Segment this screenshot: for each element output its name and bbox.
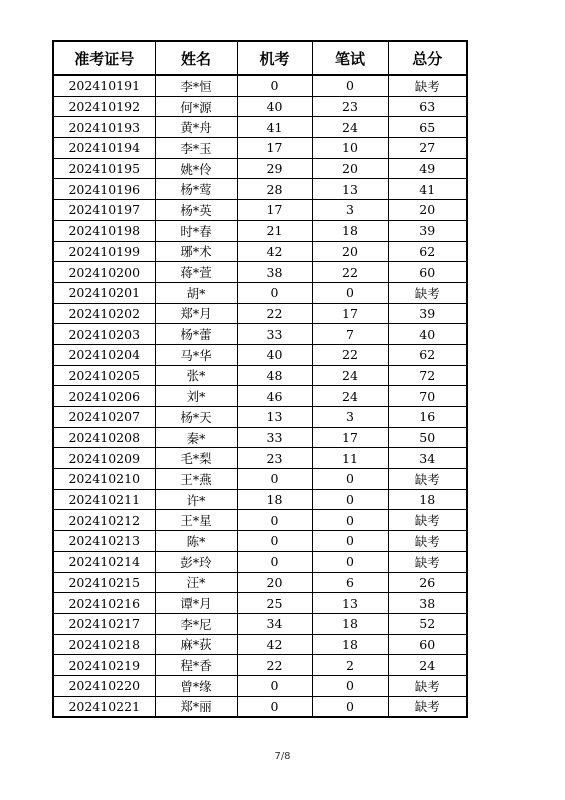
table-row (53, 448, 467, 469)
name-cell: 琊*术 (155, 241, 237, 262)
table-row (53, 241, 467, 262)
exam-id-cell: 202410218 (53, 634, 155, 655)
total-score-cell: 16 (388, 407, 467, 428)
computer-score-cell: 25 (237, 593, 312, 614)
total-score-cell: 缺考 (388, 531, 467, 552)
total-score-cell: 缺考 (388, 510, 467, 531)
total-score-cell: 50 (388, 427, 467, 448)
total-score-cell: 20 (388, 200, 467, 221)
written-score-cell: 0 (312, 696, 388, 717)
exam-id-cell: 202410219 (53, 655, 155, 676)
table-row (53, 344, 467, 365)
table-row (53, 593, 467, 614)
table-row (53, 407, 467, 428)
exam-id-cell: 202410199 (53, 241, 155, 262)
computer-score-cell: 0 (237, 510, 312, 531)
exam-id-cell: 202410205 (53, 365, 155, 386)
exam-id-cell: 202410191 (53, 75, 155, 96)
written-score-cell: 17 (312, 303, 388, 324)
name-cell: 蒋*萱 (155, 262, 237, 283)
name-cell: 毛*梨 (155, 448, 237, 469)
exam-id-cell: 202410201 (53, 282, 155, 303)
table-row (53, 200, 467, 221)
computer-score-cell: 22 (237, 655, 312, 676)
total-score-cell: 缺考 (388, 675, 467, 696)
exam-id-cell: 202410197 (53, 200, 155, 221)
written-score-cell: 3 (312, 200, 388, 221)
exam-id-cell: 202410221 (53, 696, 155, 717)
header-row (53, 41, 467, 75)
computer-score-cell: 33 (237, 324, 312, 345)
total-score-cell: 62 (388, 241, 467, 262)
written-score-cell: 0 (312, 675, 388, 696)
exam-id-cell: 202410216 (53, 593, 155, 614)
table-row (53, 613, 467, 634)
written-score-cell: 10 (312, 138, 388, 159)
written-score-cell: 24 (312, 117, 388, 138)
written-score-cell: 22 (312, 262, 388, 283)
written-score-cell: 24 (312, 386, 388, 407)
computer-score-cell: 0 (237, 531, 312, 552)
exam-id-cell: 202410194 (53, 138, 155, 159)
table-row (53, 262, 467, 283)
computer-score-cell: 0 (237, 551, 312, 572)
table-row (53, 427, 467, 448)
table-row (53, 303, 467, 324)
total-score-cell: 缺考 (388, 282, 467, 303)
name-cell: 程*香 (155, 655, 237, 676)
table-row (53, 675, 467, 696)
total-score-cell: 41 (388, 179, 467, 200)
computer-score-cell: 42 (237, 241, 312, 262)
computer-score-cell: 29 (237, 158, 312, 179)
written-score-cell: 0 (312, 282, 388, 303)
written-score-cell: 0 (312, 469, 388, 490)
name-cell: 姚*伶 (155, 158, 237, 179)
score-table (52, 40, 468, 718)
name-cell: 许* (155, 489, 237, 510)
name-cell: 杨*蕾 (155, 324, 237, 345)
name-cell: 谭*月 (155, 593, 237, 614)
computer-score-cell: 23 (237, 448, 312, 469)
name-cell: 郑*丽 (155, 696, 237, 717)
name-cell: 杨*莺 (155, 179, 237, 200)
page-number: 7/8 (274, 751, 291, 762)
total-score-cell: 24 (388, 655, 467, 676)
total-score-cell: 34 (388, 448, 467, 469)
computer-score-cell: 22 (237, 303, 312, 324)
total-score-cell: 27 (388, 138, 467, 159)
written-score-cell: 18 (312, 634, 388, 655)
total-score-cell: 38 (388, 593, 467, 614)
name-cell: 曾*缘 (155, 675, 237, 696)
written-score-cell: 23 (312, 96, 388, 117)
computer-score-cell: 0 (237, 696, 312, 717)
name-cell: 胡* (155, 282, 237, 303)
total-score-cell: 60 (388, 634, 467, 655)
total-score-cell: 26 (388, 572, 467, 593)
written-score-cell: 18 (312, 613, 388, 634)
written-score-cell: 11 (312, 448, 388, 469)
table-row (53, 696, 467, 717)
total-score-cell: 60 (388, 262, 467, 283)
name-cell: 李*恒 (155, 75, 237, 96)
written-score-cell: 13 (312, 593, 388, 614)
name-cell: 杨*英 (155, 200, 237, 221)
computer-score-cell: 21 (237, 220, 312, 241)
computer-score-cell: 0 (237, 282, 312, 303)
computer-score-cell: 38 (237, 262, 312, 283)
computer-score-cell: 40 (237, 344, 312, 365)
computer-score-cell: 34 (237, 613, 312, 634)
table-row (53, 158, 467, 179)
exam-id-cell: 202410213 (53, 531, 155, 552)
computer-score-cell: 41 (237, 117, 312, 138)
written-score-cell: 2 (312, 655, 388, 676)
exam-id-cell: 202410214 (53, 551, 155, 572)
table-body (53, 75, 467, 717)
total-score-cell: 18 (388, 489, 467, 510)
written-score-cell: 13 (312, 179, 388, 200)
name-cell: 时*春 (155, 220, 237, 241)
exam-id-cell: 202410220 (53, 675, 155, 696)
exam-id-cell: 202410209 (53, 448, 155, 469)
computer-score-cell: 33 (237, 427, 312, 448)
computer-score-cell: 42 (237, 634, 312, 655)
written-score-cell: 0 (312, 531, 388, 552)
written-score-cell: 22 (312, 344, 388, 365)
total-score-cell: 缺考 (388, 75, 467, 96)
table-row (53, 138, 467, 159)
name-cell: 马*华 (155, 344, 237, 365)
total-score-cell: 72 (388, 365, 467, 386)
written-score-cell: 0 (312, 75, 388, 96)
exam-id-cell: 202410206 (53, 386, 155, 407)
table-header (53, 41, 467, 75)
exam-id-cell: 202410193 (53, 117, 155, 138)
total-score-cell: 缺考 (388, 696, 467, 717)
name-cell: 秦* (155, 427, 237, 448)
table-row (53, 220, 467, 241)
total-score-cell: 52 (388, 613, 467, 634)
table-row (53, 75, 467, 96)
exam-id-cell: 202410208 (53, 427, 155, 448)
name-cell: 李*尼 (155, 613, 237, 634)
table-row (53, 510, 467, 531)
table-row (53, 655, 467, 676)
exam-id-cell: 202410203 (53, 324, 155, 345)
header-name: 姓名 (155, 41, 237, 75)
name-cell: 刘* (155, 386, 237, 407)
table-row (53, 634, 467, 655)
exam-id-cell: 202410215 (53, 572, 155, 593)
computer-score-cell: 28 (237, 179, 312, 200)
total-score-cell: 39 (388, 220, 467, 241)
table-row (53, 282, 467, 303)
written-score-cell: 18 (312, 220, 388, 241)
table-row (53, 386, 467, 407)
written-score-cell: 7 (312, 324, 388, 345)
total-score-cell: 70 (388, 386, 467, 407)
computer-score-cell: 13 (237, 407, 312, 428)
name-cell: 汪* (155, 572, 237, 593)
exam-id-cell: 202410202 (53, 303, 155, 324)
name-cell: 李*玉 (155, 138, 237, 159)
exam-id-cell: 202410200 (53, 262, 155, 283)
table-row (53, 96, 467, 117)
computer-score-cell: 48 (237, 365, 312, 386)
written-score-cell: 6 (312, 572, 388, 593)
table-row (53, 489, 467, 510)
name-cell: 张* (155, 365, 237, 386)
exam-id-cell: 202410204 (53, 344, 155, 365)
name-cell: 杨*天 (155, 407, 237, 428)
table-row (53, 179, 467, 200)
exam-id-cell: 202410195 (53, 158, 155, 179)
name-cell: 王*星 (155, 510, 237, 531)
computer-score-cell: 46 (237, 386, 312, 407)
written-score-cell: 0 (312, 551, 388, 572)
total-score-cell: 40 (388, 324, 467, 345)
computer-score-cell: 0 (237, 469, 312, 490)
table-row (53, 117, 467, 138)
written-score-cell: 24 (312, 365, 388, 386)
computer-score-cell: 0 (237, 75, 312, 96)
table-row (53, 324, 467, 345)
table-row (53, 469, 467, 490)
total-score-cell: 缺考 (388, 551, 467, 572)
total-score-cell: 49 (388, 158, 467, 179)
exam-id-cell: 202410196 (53, 179, 155, 200)
exam-id-cell: 202410210 (53, 469, 155, 490)
table-row (53, 365, 467, 386)
exam-id-cell: 202410217 (53, 613, 155, 634)
written-score-cell: 0 (312, 510, 388, 531)
total-score-cell: 缺考 (388, 469, 467, 490)
name-cell: 陈* (155, 531, 237, 552)
header-total-score: 总分 (388, 41, 467, 75)
exam-id-cell: 202410211 (53, 489, 155, 510)
table-row (53, 531, 467, 552)
name-cell: 黄*舟 (155, 117, 237, 138)
name-cell: 彭*玲 (155, 551, 237, 572)
written-score-cell: 20 (312, 241, 388, 262)
computer-score-cell: 17 (237, 138, 312, 159)
name-cell: 何*源 (155, 96, 237, 117)
exam-id-cell: 202410192 (53, 96, 155, 117)
total-score-cell: 65 (388, 117, 467, 138)
computer-score-cell: 17 (237, 200, 312, 221)
computer-score-cell: 20 (237, 572, 312, 593)
table-row (53, 551, 467, 572)
header-written-score: 笔试 (312, 41, 388, 75)
name-cell: 郑*月 (155, 303, 237, 324)
written-score-cell: 17 (312, 427, 388, 448)
total-score-cell: 62 (388, 344, 467, 365)
computer-score-cell: 18 (237, 489, 312, 510)
written-score-cell: 20 (312, 158, 388, 179)
computer-score-cell: 0 (237, 675, 312, 696)
total-score-cell: 63 (388, 96, 467, 117)
name-cell: 麻*荻 (155, 634, 237, 655)
header-exam-id: 准考证号 (53, 41, 155, 75)
exam-id-cell: 202410212 (53, 510, 155, 531)
written-score-cell: 0 (312, 489, 388, 510)
computer-score-cell: 40 (237, 96, 312, 117)
table-row (53, 572, 467, 593)
exam-id-cell: 202410207 (53, 407, 155, 428)
written-score-cell: 3 (312, 407, 388, 428)
name-cell: 王*燕 (155, 469, 237, 490)
header-computer-score: 机考 (237, 41, 312, 75)
exam-id-cell: 202410198 (53, 220, 155, 241)
total-score-cell: 39 (388, 303, 467, 324)
